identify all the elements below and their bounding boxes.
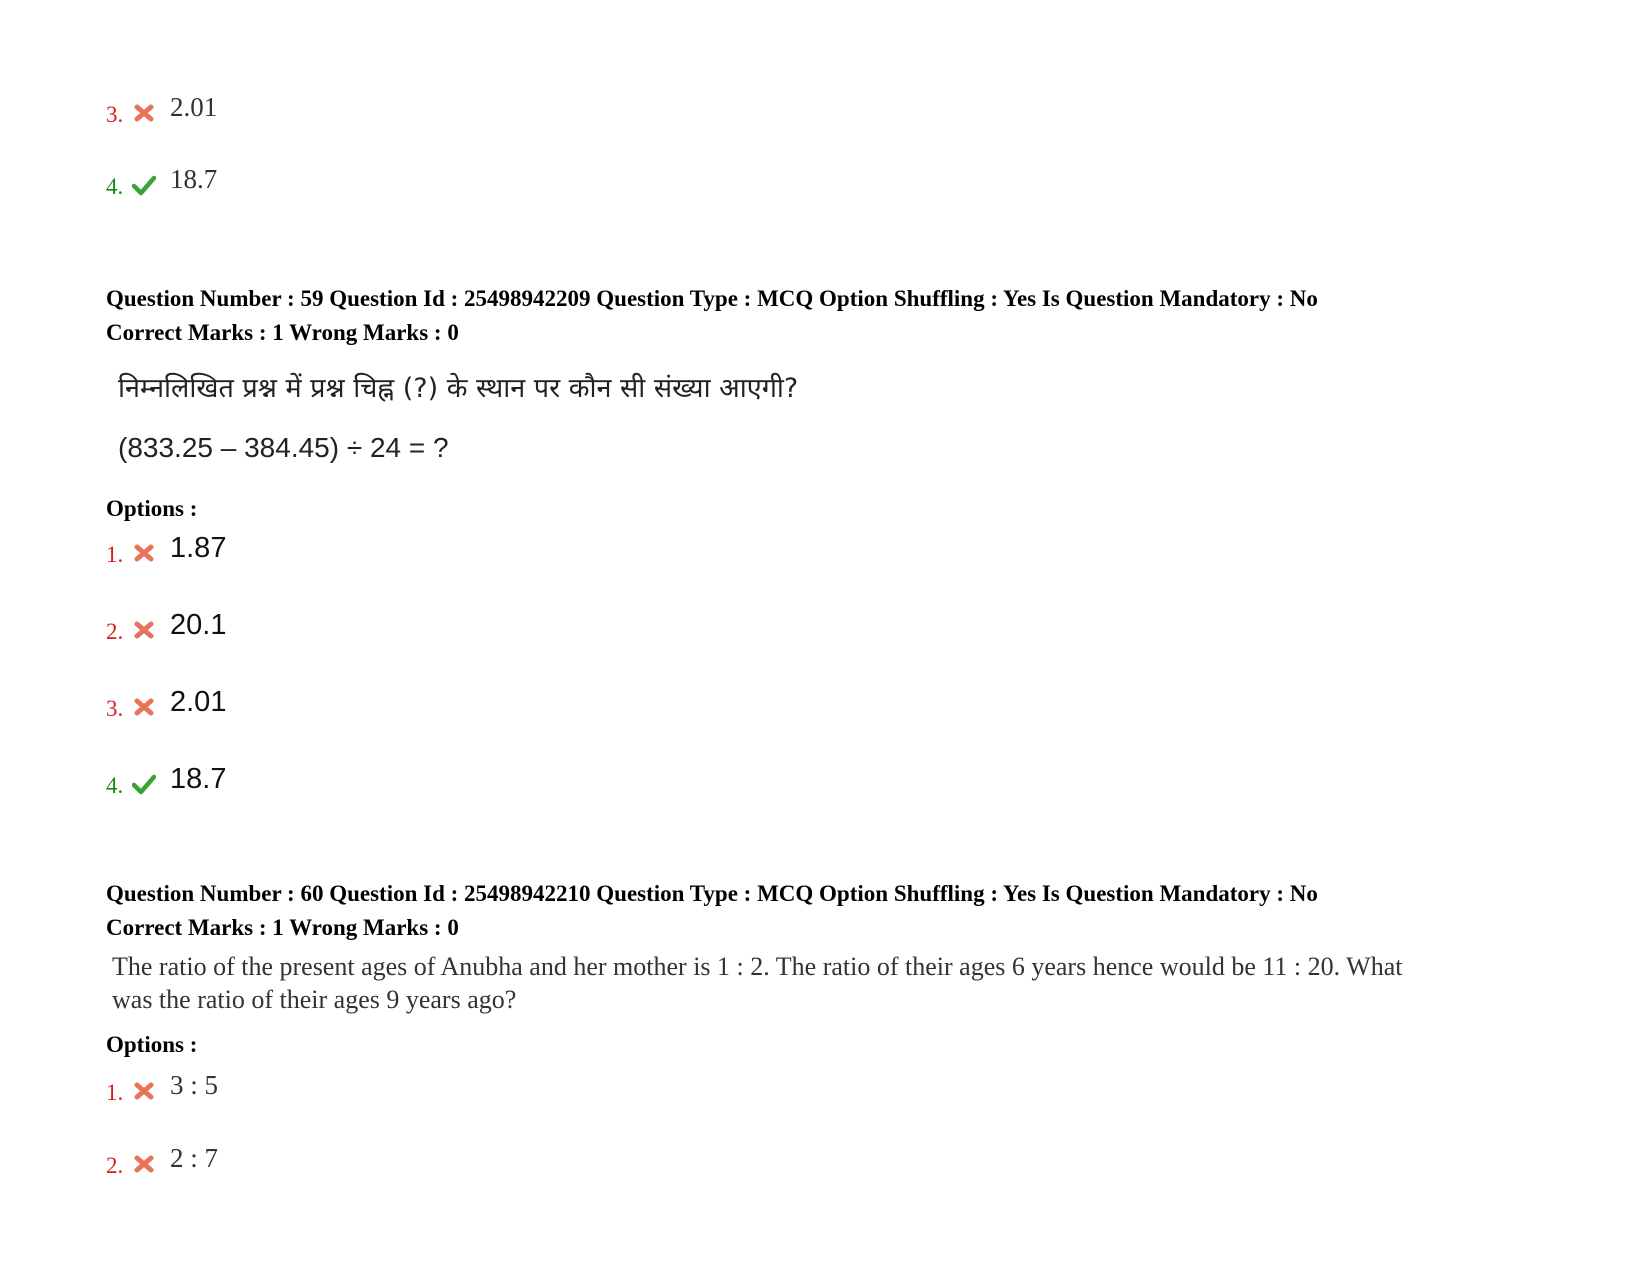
question-meta: Question Number : 59 Question Id : 25498942209 Question Type : MCQ Option Shuffling : Yes Is Question Mandatory : No [106,286,1318,311]
option-value: 1.87 [170,532,227,564]
option-value: 18.7 [170,164,218,194]
option-row [106,532,706,572]
option-number: 2. [106,619,124,644]
option-number: 3. [106,696,124,721]
option-value: 3 : 5 [170,1070,219,1100]
question-meta: Question Number : 60 Question Id : 25498942210 Question Type : MCQ Option Shuffling : Yes Is Question Mandatory : No [106,881,1318,906]
option-row [106,1070,706,1110]
option-value: 20.1 [170,609,227,641]
option-number: 4. [106,174,124,199]
check-icon [132,174,156,196]
option-value: 2.01 [170,92,218,122]
option-row [106,763,706,803]
marks-meta: Correct Marks : 1 Wrong Marks : 0 [106,915,459,940]
option-value: 2 : 7 [170,1143,219,1173]
option-value: 18.7 [170,763,227,795]
options-label: Options : [106,496,198,521]
check-icon [132,773,156,795]
cross-icon [132,696,156,718]
question-header [106,282,1318,350]
option-number: 1. [106,542,124,567]
option-number: 2. [106,1153,124,1178]
cross-icon [132,1080,156,1102]
question-header [106,877,1318,945]
cross-icon [132,1153,156,1175]
question-text-hindi: निम्नलिखित प्रश्न में प्रश्न चिह्न (?) के स्थान पर कौन सी संख्या आएगी? [118,373,799,404]
option-row [106,686,706,726]
option-number: 1. [106,1080,124,1105]
cross-icon [132,619,156,641]
question-text: The ratio of the present ages of Anubha and her mother is 1 : 2. The ratio of their ages 6 years hence would be 11 : 20. What was the ratio of their ages 9 years ago? [112,952,1403,1014]
option-value: 2.01 [170,686,227,718]
cross-icon [132,102,156,124]
option-row [106,164,706,204]
option-row [106,92,706,132]
option-number: 4. [106,773,124,798]
options-label: Options : [106,1032,198,1057]
option-number: 3. [106,102,124,127]
cross-icon [132,542,156,564]
question-formula: (833.25 – 384.45) ÷ 24 = ? [118,432,449,463]
option-row [106,1143,706,1183]
option-row [106,609,706,649]
marks-meta: Correct Marks : 1 Wrong Marks : 0 [106,320,459,345]
